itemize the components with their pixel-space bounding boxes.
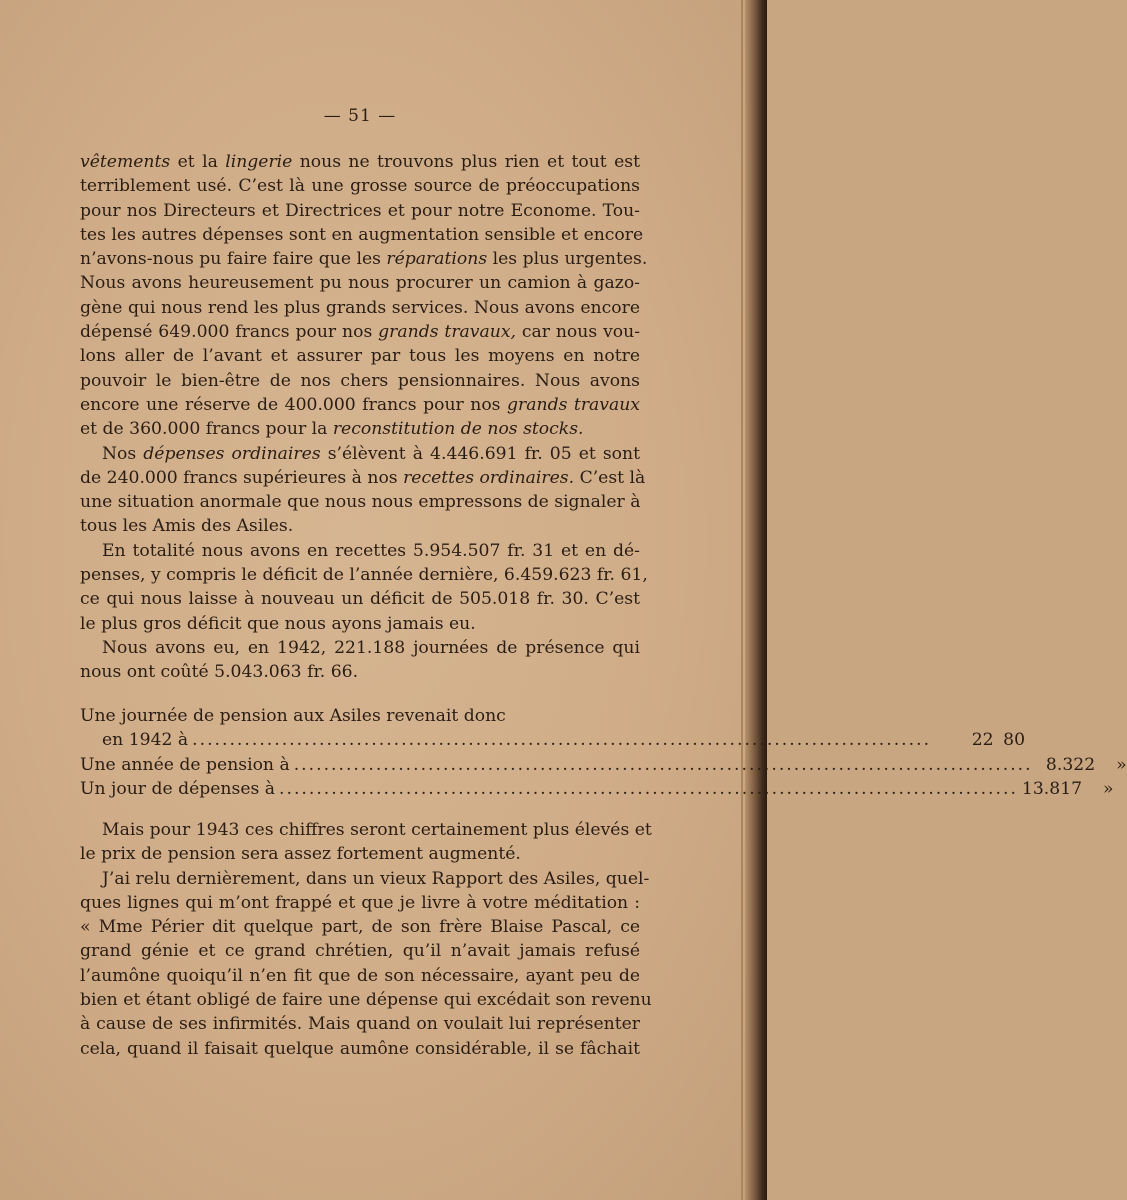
page-number: — 51 — bbox=[323, 106, 397, 126]
paragraph-5-cont bbox=[80, 842, 640, 866]
text-line: cela, quand il faisait quelque aumône considérable, il se fâchait bbox=[80, 1038, 640, 1059]
row-value bbox=[935, 728, 1025, 752]
dot-leader: ................................................................................................... bbox=[192, 730, 932, 751]
text-line: ques lignes qui m’ont frappé et que je livre à votre méditation : bbox=[80, 892, 640, 913]
value-unit: » bbox=[1116, 754, 1127, 775]
text-span: grands travaux bbox=[507, 394, 640, 415]
text-line: En totalité nous avons en recettes 5.954.507 fr. 31 et en dé- bbox=[102, 540, 640, 561]
text-span: et la bbox=[170, 152, 226, 172]
text-line: Nous avons heureusement pu nous procurer un camion à gazo- bbox=[80, 273, 640, 294]
text-line: Mais pour 1943 ces chiffres seront certainement plus élevés et bbox=[102, 820, 652, 840]
page-edge-line bbox=[741, 0, 743, 1200]
text-span: n’avons-nous pu faire faire que les bbox=[80, 249, 387, 270]
text-span: grands travaux, bbox=[378, 322, 516, 343]
value-unit: 80 bbox=[1003, 730, 1026, 751]
text-line: tous les Amis des Asiles. bbox=[80, 516, 294, 537]
text-span: Nos bbox=[102, 443, 144, 464]
text-line: nous ont coûté 5.043.063 fr. 66. bbox=[80, 662, 359, 683]
body-text-bottom bbox=[80, 818, 652, 1061]
row-label: Une journée de pension aux Asiles revenait donc bbox=[80, 706, 506, 726]
table-row bbox=[80, 704, 640, 728]
text-span: et de 360.000 francs pour la bbox=[80, 419, 333, 440]
row-label: Une année de pension à bbox=[80, 754, 290, 775]
paragraph-1 bbox=[80, 150, 648, 442]
text-line: lons aller de l’avant et assurer par tous les moyens en notre bbox=[80, 346, 640, 367]
text-line: pouvoir le bien-être de nos chers pensionnaires. Nous avons bbox=[80, 370, 640, 391]
text-span: s’élèvent à 4.446.691 fr. 05 et sont bbox=[320, 443, 640, 464]
text-line: le prix de pension sera assez fortement augmenté. bbox=[80, 844, 521, 865]
cost-table bbox=[80, 704, 1127, 801]
value-unit: » bbox=[1103, 778, 1114, 799]
text-span: dépenses ordinaires bbox=[143, 443, 321, 464]
table-row bbox=[80, 728, 1026, 752]
row-value bbox=[1022, 777, 1112, 801]
paragraph-6 bbox=[80, 867, 650, 891]
row-label: Un jour de dépenses à bbox=[80, 778, 276, 799]
text-line: l’aumône quoiqu’il n’en fit que de son nécessaire, ayant peu de bbox=[80, 965, 640, 986]
text-line: pour nos Directeurs et Directrices et pour notre Econome. Tou- bbox=[80, 200, 640, 221]
text-span: de 240.000 francs supérieures à nos bbox=[80, 467, 404, 488]
value-amount: 8.322 bbox=[1045, 754, 1096, 775]
text-line: tes les autres dépenses sont en augmentation sensible et encore bbox=[80, 224, 644, 245]
paragraph-3 bbox=[80, 539, 640, 563]
paragraph-2 bbox=[80, 442, 640, 466]
text-span: encore une réserve de 400.000 francs pour nos bbox=[80, 394, 508, 415]
text-line: Nous avons eu, en 1942, 221.188 journées de présence qui bbox=[102, 637, 640, 658]
value-amount: 13.817 bbox=[1021, 778, 1083, 799]
row-label: en 1942 à bbox=[102, 730, 189, 751]
table-row bbox=[80, 753, 1127, 777]
paragraph-2-cont bbox=[80, 466, 646, 539]
text-line: une situation anormale que nous nous empressons de signaler à bbox=[80, 492, 641, 513]
text-span: C’est là bbox=[574, 467, 646, 488]
text-line: bien et étant obligé de faire une dépense qui excédait son revenu bbox=[80, 990, 652, 1011]
text-line: le plus gros déficit que nous ayons jamais eu. bbox=[80, 613, 476, 634]
text-span: nous ne trouvons plus rien et tout est bbox=[292, 152, 641, 172]
paragraph-4 bbox=[80, 636, 640, 660]
text-span: recettes ordinaires. bbox=[403, 467, 575, 488]
body-text-top bbox=[80, 150, 648, 685]
text-line: penses, y compris le déficit de l’année dernière, 6.459.623 fr. 61, bbox=[80, 565, 648, 586]
table-row bbox=[80, 777, 1114, 801]
paragraph-3-cont bbox=[80, 563, 648, 636]
text-span: vêtements bbox=[80, 152, 171, 172]
row-value bbox=[1037, 753, 1127, 777]
text-line: « Mme Périer dit quelque part, de son frère Blaise Pascal, ce bbox=[80, 917, 640, 938]
text-line: terriblement usé. C’est là une grosse source de préoccupations bbox=[80, 176, 640, 197]
paragraph-5 bbox=[80, 818, 652, 842]
paragraph-6-cont bbox=[80, 891, 652, 1061]
text-span: lingerie bbox=[225, 152, 293, 172]
text-line: ce qui nous laisse à nouveau un déficit de 505.018 fr. 30. C’est bbox=[80, 589, 640, 610]
text-span: dépensé 649.000 francs pour nos bbox=[80, 322, 379, 343]
dot-leader: ................................................................................................... bbox=[293, 754, 1033, 775]
text-span: reconstitution de nos stocks. bbox=[332, 419, 584, 440]
value-amount: 22 bbox=[971, 730, 994, 751]
text-span: les plus urgentes. bbox=[487, 249, 648, 270]
text-span: car nous vou- bbox=[515, 322, 640, 343]
page-edge-shadow bbox=[745, 0, 767, 1200]
dot-leader: ................................................................................................... bbox=[279, 778, 1018, 799]
paragraph-4-cont bbox=[80, 660, 640, 684]
text-line: J’ai relu dernièrement, dans un vieux Rapport des Asiles, quel- bbox=[102, 868, 650, 889]
text-span: réparations bbox=[386, 249, 488, 270]
text-line: gène qui nous rend les plus grands services. Nous avons encore bbox=[80, 297, 640, 318]
text-line: grand génie et ce grand chrétien, qu’il n’avait jamais refusé bbox=[80, 941, 640, 962]
text-line: à cause de ses infirmités. Mais quand on voulait lui représenter bbox=[80, 1014, 640, 1035]
